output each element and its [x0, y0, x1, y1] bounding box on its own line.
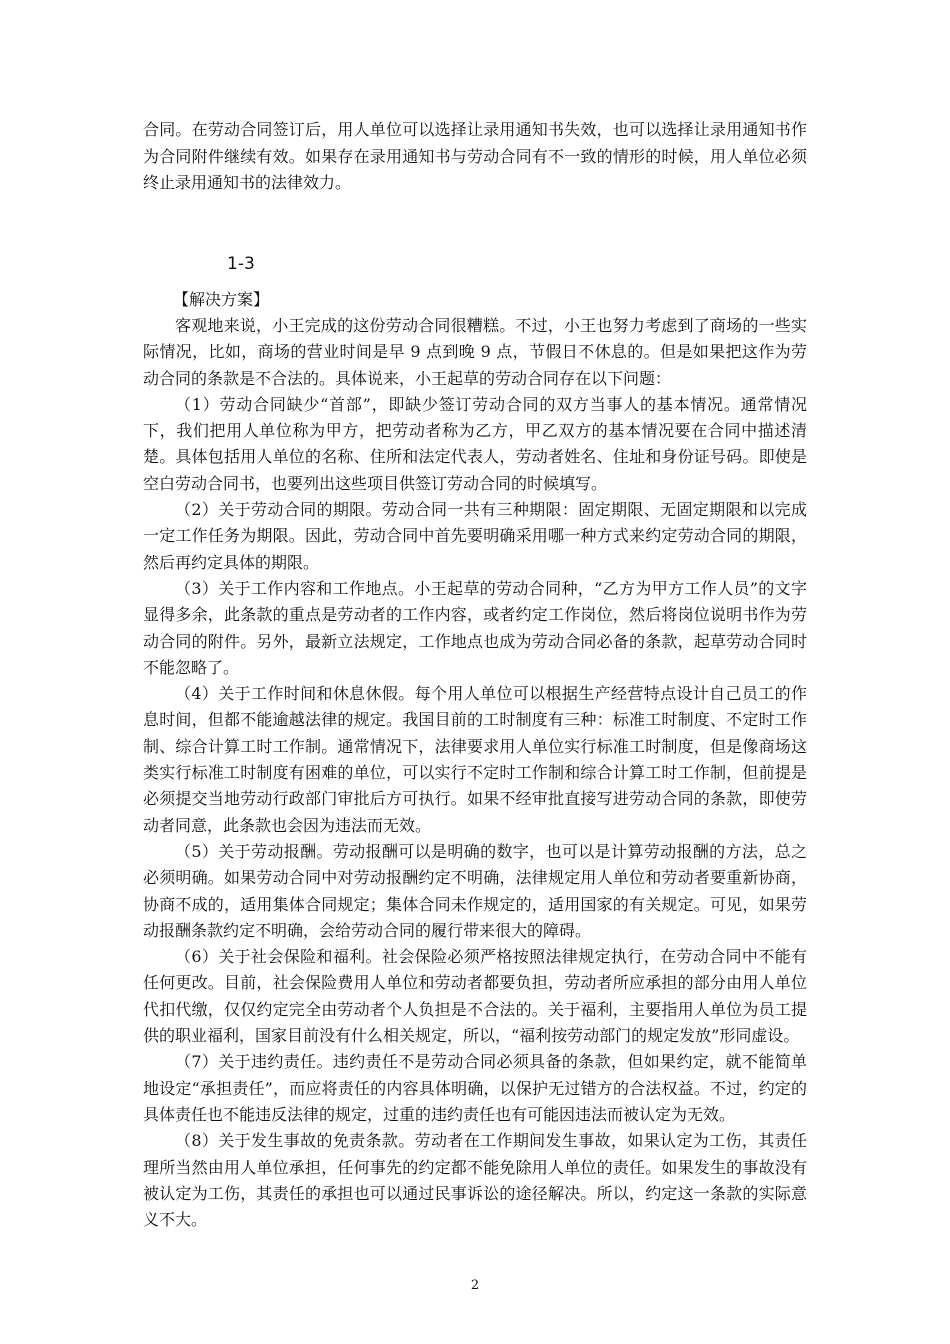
body-paragraph-item-7: （7）关于违约责任。违约责任不是劳动合同必须具备的条款，但如果约定，就不能简单地设定“承担责任”，而应将责任的内容具体明确，以保护无过错方的合法权益。不过，约定的具体责任也不能违反法律的规定，过重的违约责任也有可能因违法而被认定为无效。 — [143, 1052, 807, 1124]
body-paragraph-item-3: （3）关于工作内容和工作地点。小王起草的劳动合同种，“乙方为甲方工作人员”的文字显得多余，此条款的重点是劳动者的工作内容，或者约定工作岗位，然后将岗位说明书作为劳动合同的附件。另外，最新立法规定，工作地点也成为劳动合同必备的条款，起草劳动合同时不能忽略了。 — [143, 578, 807, 677]
body-paragraph-item-6: （6）关于社会保险和福利。社会保险必须严格按照法律规定执行，在劳动合同中不能有任何更改。目前，社会保险费用人单位和劳动者都要负担，劳动者所应承担的部分由用人单位代扣代缴，仅仅约定完全由劳动者个人负担是不合法的。关于福利，主要指用人单位为员工提供的职业福利，国家目前没有什么相关规定，所以，“福利按劳动部门的规定发放”形同虚设。 — [143, 947, 807, 1046]
body-paragraph-item-8: （8）关于发生事故的免责条款。劳动者在工作期间发生事故，如果认定为工伤，其责任理所当然由用人单位承担，任何事先的约定都不能免除用人单位的责任。如果发生的事故没有被认定为工伤，其责任的承担也可以通过民事诉讼的途径解决。所以，约定这一条款的实际意义不大。 — [143, 1131, 807, 1230]
section-body — [143, 313, 807, 1233]
intro-paragraph: 合同。在劳动合同签订后，用人单位可以选择让录用通知书失效，也可以选择让录用通知书作为合同附件继续有效。如果存在录用通知书与劳动合同有不一致的情形的时候，用人单位必须终止录用通知书的法律效力。 — [143, 120, 807, 192]
page-number: 2 — [470, 1278, 480, 1293]
section-number: 1-3 — [227, 254, 255, 274]
body-paragraph-item-4: （4）关于工作时间和休息休假。每个用人单位可以根据生产经营特点设计自己员工的作息时间，但都不能逾越法律的规定。我国目前的工时制度有三种：标准工时制度、不定时工作制、综合计算工时工作制。通常情况下，法律要求用人单位实行标准工时制度，但是像商场这类实行标准工时制度有困难的单位，可以实行不定时工作制和综合计算工时工作制，但前提是必须提交当地劳动行政部门审批后方可执行。如果不经审批直接写进劳动合同的条款，即使劳动者同意，此条款也会因为违法而无效。 — [143, 684, 807, 835]
body-paragraph-intro: 客观地来说，小王完成的这份劳动合同很糟糕。不过，小王也努力考虑到了商场的一些实际情况，比如，商场的营业时间是早 9 点到晚 9 点，节假日不休息的。但是如果把这作为劳动合同的条款是不合法的。具体说来，小王起草的劳动合同存在以下问题： — [143, 316, 807, 388]
body-paragraph-item-1: （1）劳动合同缺少“首部”，即缺少签订劳动合同的双方当事人的基本情况。通常情况下，我们把用人单位称为甲方，把劳动者称为乙方，甲乙双方的基本情况要在合同中描述清楚。具体包括用人单位的名称、住所和法定代表人，劳动者姓名、住址和身份证号码。即使是空白劳动合同书，也要列出这些项目供签订劳动合同的时候填写。 — [143, 394, 807, 493]
section-heading: 【解决方案】 — [173, 290, 270, 309]
body-paragraph-item-5: （5）关于劳动报酬。劳动报酬可以是明确的数字，也可以是计算劳动报酬的方法，总之必须明确。如果劳动合同中对劳动报酬约定不明确，法律规定用人单位和劳动者要重新协商，协商不成的，适用集体合同规定；集体合同未作规定的，适用国家的有关规定。可见，如果劳动报酬条款约定不明确，会给劳动合同的履行带来很大的障碍。 — [143, 841, 807, 940]
body-paragraph-item-2: （2）关于劳动合同的期限。劳动合同一共有三种期限：固定期限、无固定期限和以完成一定工作任务为期限。因此，劳动合同中首先要明确采用哪一种方式来约定劳动合同的期限，然后再约定具体的期限。 — [143, 500, 807, 572]
